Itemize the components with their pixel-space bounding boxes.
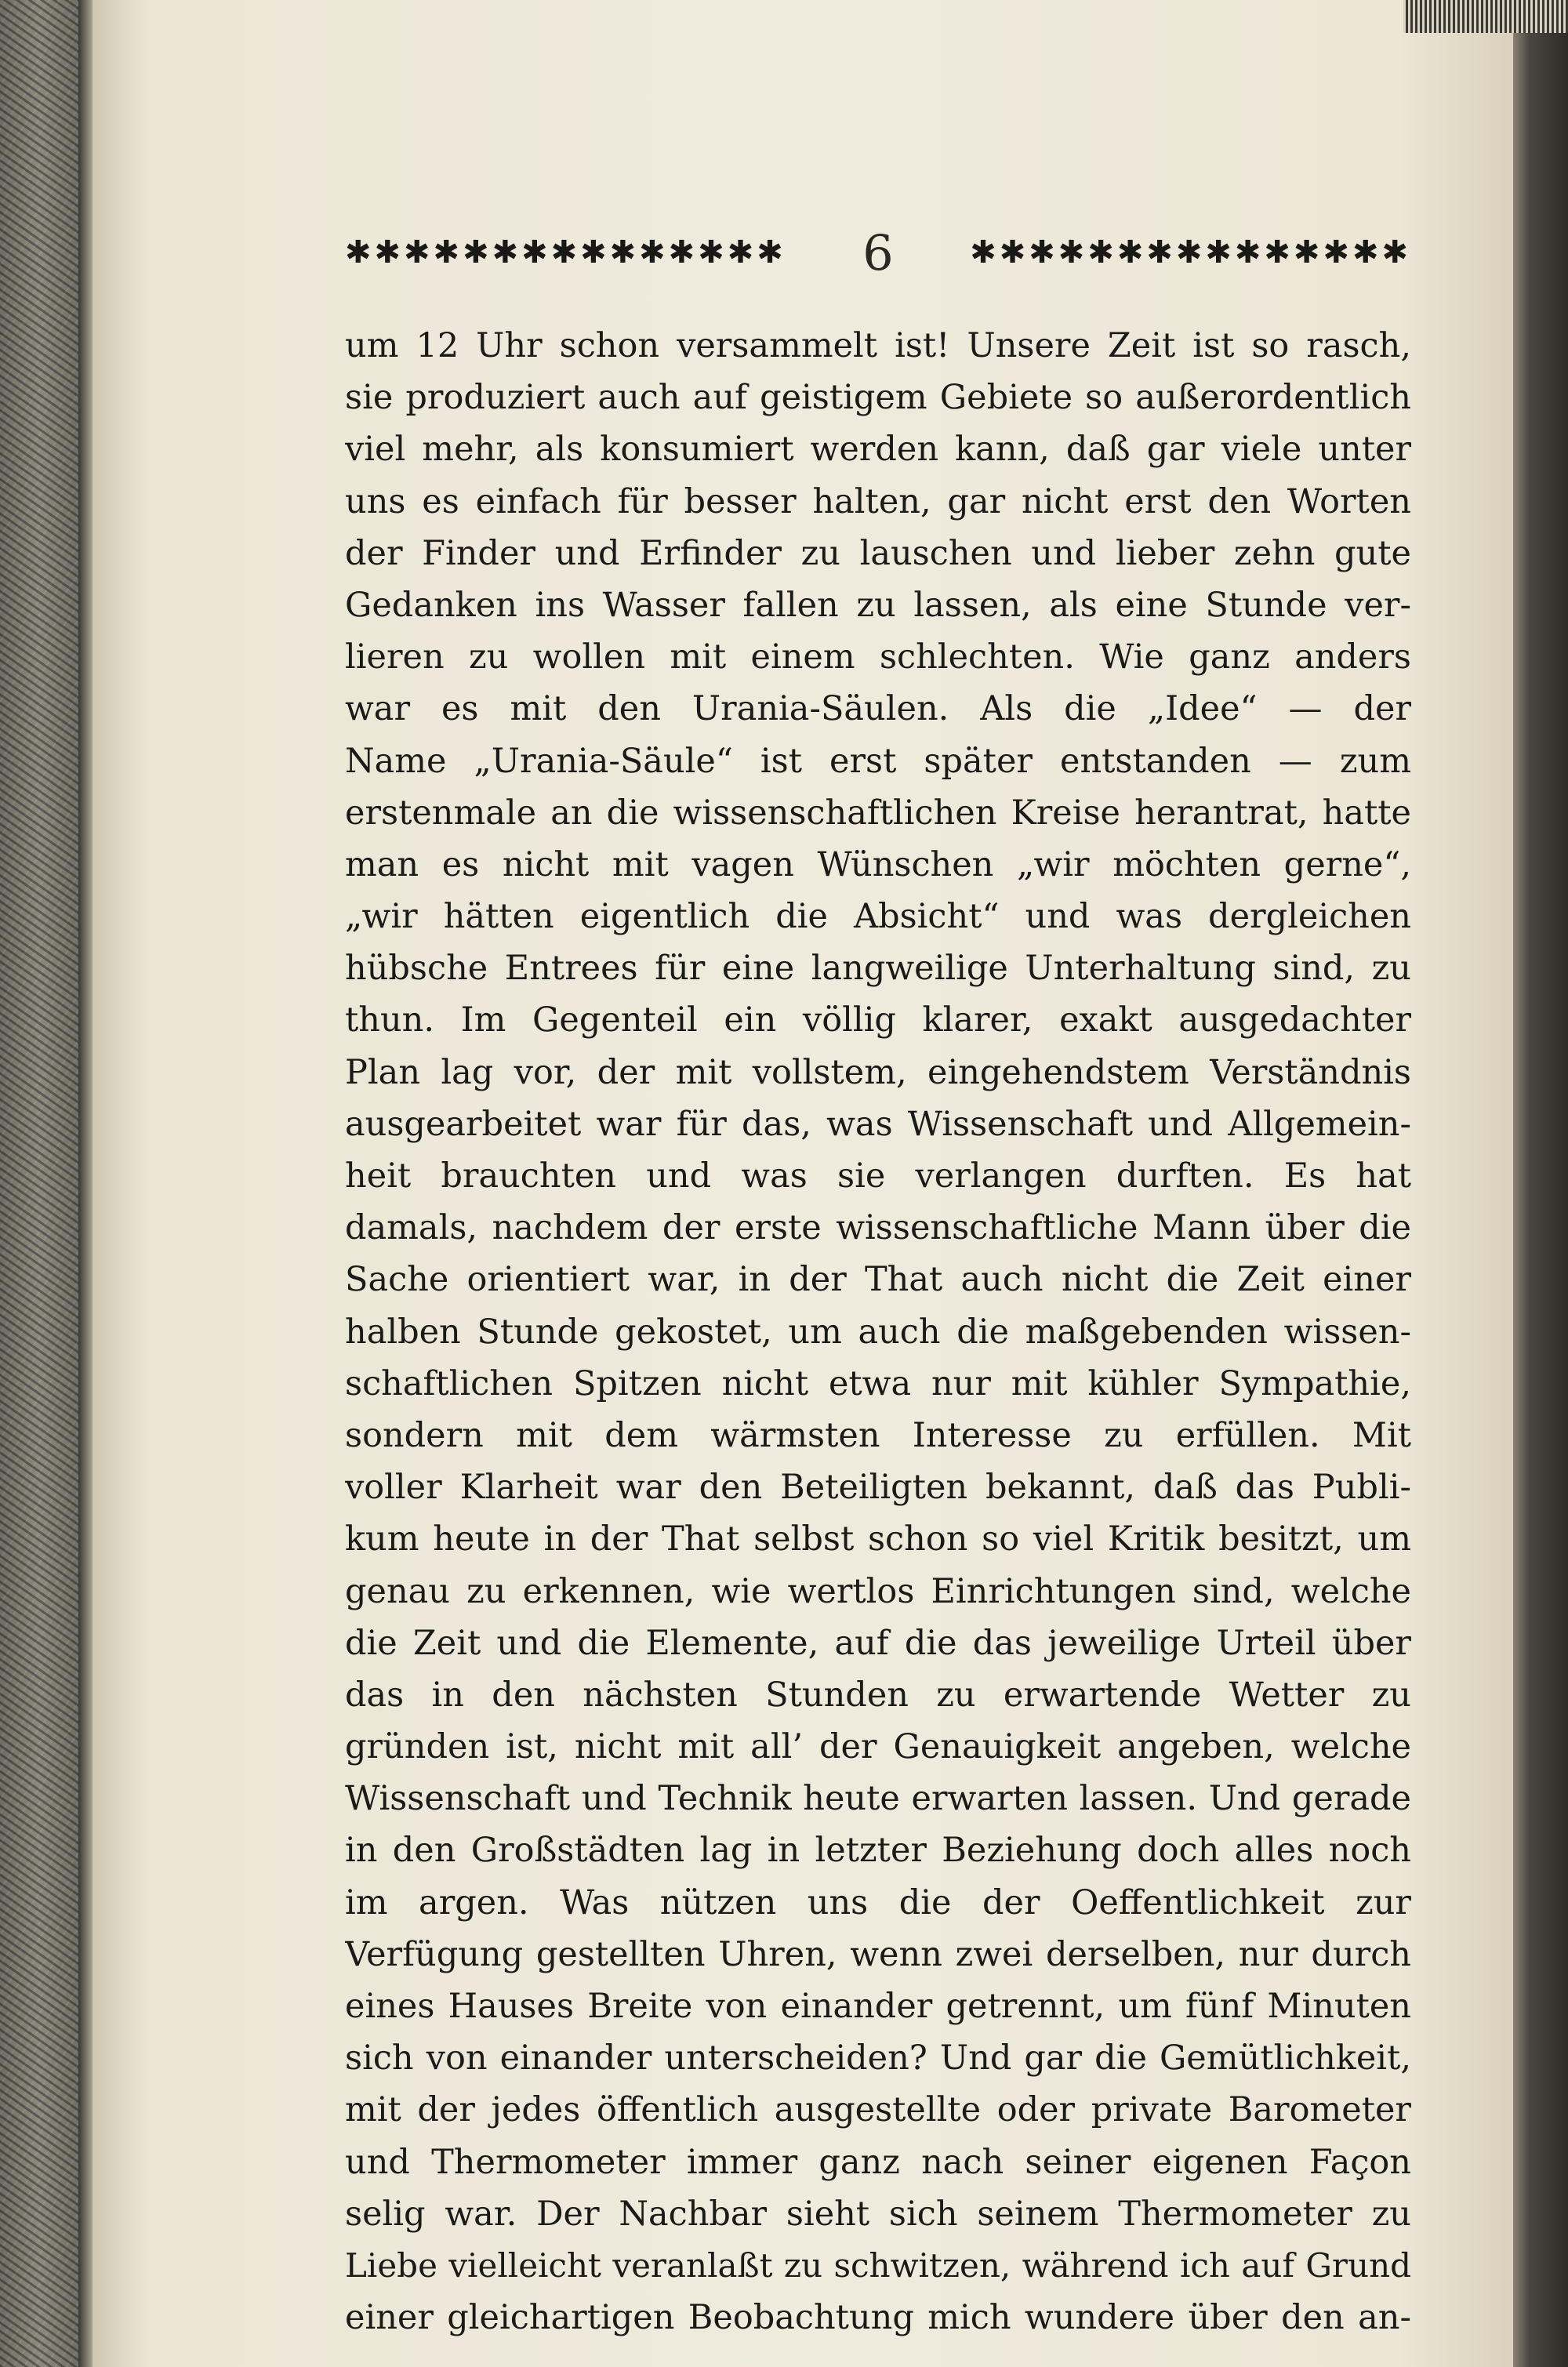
text-line: uns es einfach für besser halten, gar nicht erst den Worten <box>345 481 1411 521</box>
text-line: Plan lag vor, der mit vollstem, eingehendstem Verständnis <box>345 1052 1411 1092</box>
text-line: „wir hätten eigentlich die Absicht“ und was dergleichen <box>345 897 1411 937</box>
text-line: sondern mit dem wärmsten Interesse zu erfüllen. Mit <box>345 1415 1411 1455</box>
text-line: gründen ist, nicht mit all’ der Genauigkeit angeben, welche <box>345 1727 1411 1767</box>
body-text <box>345 320 1411 2343</box>
text-line: um 12 Uhr schon versammelt ist! Unsere Zeit ist so rasch, <box>345 326 1411 365</box>
binding-edge <box>78 0 94 2367</box>
text-line: und Thermometer immer ganz nach seiner eigenen Façon <box>345 2142 1411 2182</box>
text-line: Sache orientiert war, in der That auch nicht die Zeit einer <box>345 1260 1411 1300</box>
text-line: man es nicht mit vagen Wünschen „wir möchten gerne“, <box>345 844 1411 884</box>
text-line: Liebe vielleicht veranlaßt zu schwitzen, während ich auf Grund <box>345 2245 1411 2285</box>
text-line: heit brauchten und was sie verlangen durften. Es hat <box>345 1156 1411 1196</box>
text-line: Gedanken ins Wasser fallen zu lassen, als eine Stunde ver- <box>345 585 1411 625</box>
text-line: kum heute in der That selbst schon so viel Kritik besitzt, um <box>345 1519 1411 1559</box>
text-line: einer gleichartigen Beobachtung mich wundere über den an- <box>345 2298 1411 2338</box>
text-line: sie produziert auch auf geistigem Gebiete so außerordentlich <box>345 378 1411 418</box>
book-binding <box>0 0 88 2367</box>
text-line: damals, nachdem der erste wissenschaftliche Mann über die <box>345 1208 1411 1248</box>
text-line: eines Hauses Breite von einander getrennt, um fünf Minuten <box>345 1987 1411 2026</box>
page-number: 6 <box>862 223 894 281</box>
text-line: Wissenschaft und Technik heute erwarten lassen. Und gerade <box>345 1779 1411 1819</box>
text-line: mit der jedes öffentlich ausgestellte oder private Barometer <box>345 2090 1411 2130</box>
text-line: schaftlichen Spitzen nicht etwa nur mit kühler Sympathie, <box>345 1363 1411 1403</box>
header-ornament-left: ✱✱✱✱✱✱✱✱✱✱✱✱✱✱✱ <box>345 234 786 270</box>
page-edge <box>1513 0 1568 2367</box>
text-line: die Zeit und die Elemente, auf die das jeweilige Urteil über <box>345 1623 1411 1663</box>
text-line: Name „Urania-Säule“ ist erst später entstanden — zum <box>345 741 1411 781</box>
text-line: das in den nächsten Stunden zu erwartende Wetter zu <box>345 1675 1411 1715</box>
text-line: viel mehr, als konsumiert werden kann, daß gar viele unter <box>345 430 1411 470</box>
text-line: erstenmale an die wissenschaftlichen Kreise herantrat, hatte <box>345 793 1411 833</box>
text-line: selig war. Der Nachbar sieht sich seinem Thermometer zu <box>345 2194 1411 2234</box>
text-line: Verfügung gestellten Uhren, wenn zwei derselben, nur durch <box>345 1934 1411 1974</box>
header-ornament-right: ✱✱✱✱✱✱✱✱✱✱✱✱✱✱✱ <box>970 234 1411 270</box>
text-line: lieren zu wollen mit einem schlechten. Wie ganz anders <box>345 637 1411 677</box>
scan-edge-mark <box>1403 0 1568 33</box>
page-header <box>345 213 1411 292</box>
text-line: hübsche Entrees für eine langweilige Unterhaltung sind, zu <box>345 949 1411 989</box>
text-line: halben Stunde gekostet, um auch die maßgebenden wissen- <box>345 1312 1411 1352</box>
text-line: sich von einander unterscheiden? Und gar die Gemütlichkeit, <box>345 2038 1411 2078</box>
text-line: voller Klarheit war den Beteiligten bekannt, daß das Publi- <box>345 1468 1411 1508</box>
text-line: thun. Im Gegenteil ein völlig klarer, exakt ausgedachter <box>345 1000 1411 1040</box>
text-line: genau zu erkennen, wie wertlos Einrichtungen sind, welche <box>345 1571 1411 1611</box>
text-line: im argen. Was nützen uns die der Oeffentlichkeit zur <box>345 1882 1411 1922</box>
text-line: der Finder und Erfinder zu lauschen und lieber zehn gute <box>345 533 1411 573</box>
text-line: war es mit den Urania-Säulen. Als die „Idee“ — der <box>345 689 1411 729</box>
text-line: ausgearbeitet war für das, was Wissenschaft und Allgemein- <box>345 1104 1411 1144</box>
text-line: in den Großstädten lag in letzter Beziehung doch alles noch <box>345 1831 1411 1871</box>
